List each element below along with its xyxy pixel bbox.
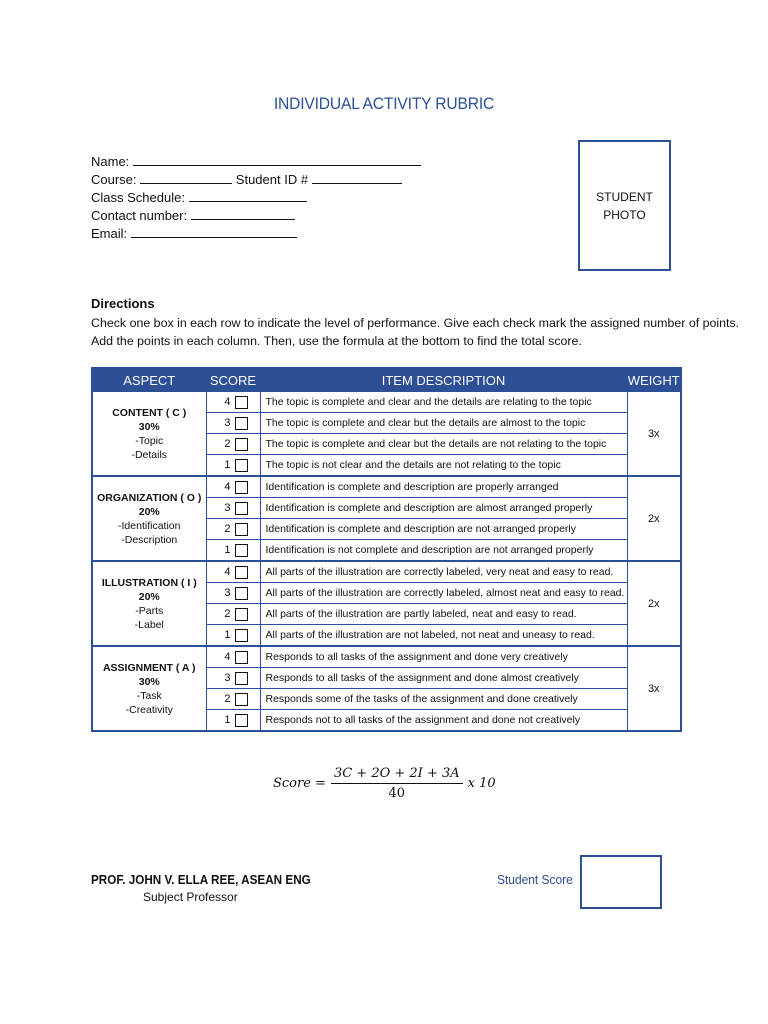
score-checkbox[interactable] (235, 587, 248, 600)
aspect-subitem: -Creativity (125, 703, 173, 716)
aspect-subitem: -Description (121, 533, 178, 546)
aspect-subitem: -Parts (135, 604, 164, 617)
score-value: 3 (224, 587, 231, 599)
item-description: Identification is complete and description are not arranged properly (260, 519, 627, 540)
rubric-row (92, 392, 681, 413)
rubric-row (92, 646, 681, 668)
score-cell (206, 413, 260, 434)
score-cell (206, 668, 260, 689)
rubric-body (92, 392, 681, 732)
weight-cell: 3x (627, 392, 681, 477)
weight-header: WEIGHT (627, 368, 681, 392)
professor-name: PROF. JOHN V. ELLA REE, ASEAN ENG (91, 872, 311, 887)
rubric-header-row (92, 368, 681, 392)
item-description: The topic is complete and clear but the details are almost to the topic (260, 413, 627, 434)
score-cell (206, 625, 260, 647)
score-value: 4 (224, 396, 231, 408)
score-value: 3 (224, 502, 231, 514)
score-value: 1 (224, 544, 231, 556)
item-description: All parts of the illustration are not labeled, not neat and uneasy to read. (260, 625, 627, 647)
student-id-field[interactable] (312, 171, 402, 184)
item-description: All parts of the illustration are correctly labeled, very neat and easy to read. (260, 561, 627, 583)
score-cell (206, 540, 260, 562)
directions-line-2: Add the points in each column. Then, use the formula at the bottom to find the total score. (91, 334, 582, 348)
directions-text (91, 314, 740, 350)
course-row (91, 171, 421, 189)
score-cell (206, 519, 260, 540)
aspect-cell-content-c (92, 392, 206, 477)
rubric-row (92, 476, 681, 498)
item-description: Responds to all tasks of the assignment and done almost creatively (260, 668, 627, 689)
score-value: 1 (224, 714, 231, 726)
score-cell (206, 561, 260, 583)
name-field[interactable] (133, 153, 421, 166)
score-value: 4 (224, 651, 231, 663)
weight-cell: 3x (627, 646, 681, 731)
aspect-cell-assignment-a (92, 646, 206, 731)
score-cell (206, 646, 260, 668)
score-checkbox[interactable] (235, 481, 248, 494)
description-header: ITEM DESCRIPTION (260, 368, 627, 392)
aspect-subitem: -Task (136, 689, 162, 702)
schedule-row (91, 189, 421, 207)
score-value: 2 (224, 438, 231, 450)
formula-numerator: 3C + 2O + 2I + 3A (331, 766, 463, 784)
directions-line-1: Check one box in each row to indicate the level of performance. Give each check mark the assigned number of points. (91, 316, 740, 330)
score-checkbox[interactable] (235, 566, 248, 579)
course-field[interactable] (140, 171, 232, 184)
item-description: Identification is not complete and description are not arranged properly (260, 540, 627, 562)
aspect-name: ILLUSTRATION ( I ) (101, 576, 197, 589)
email-field[interactable] (131, 225, 297, 238)
name-label: Name: (91, 154, 130, 169)
score-cell (206, 604, 260, 625)
score-checkbox[interactable] (235, 608, 248, 621)
aspect-name: ORGANIZATION ( O ) (97, 491, 202, 504)
score-cell (206, 498, 260, 519)
score-checkbox[interactable] (235, 629, 248, 642)
item-description: Identification is complete and description are properly arranged (260, 476, 627, 498)
score-cell (206, 689, 260, 710)
item-description: Responds not to all tasks of the assignment and done not creatively (260, 710, 627, 732)
contact-field[interactable] (191, 207, 295, 220)
aspect-percent: 30% (138, 675, 160, 688)
item-description: All parts of the illustration are partly labeled, neat and easy to read. (260, 604, 627, 625)
schedule-field[interactable] (189, 189, 307, 202)
item-description: The topic is complete and clear and the details are relating to the topic (260, 392, 627, 413)
professor-title: Subject Professor (143, 890, 238, 904)
item-description: Identification is complete and description are almost arranged properly (260, 498, 627, 519)
aspect-percent: 20% (138, 505, 160, 518)
score-checkbox[interactable] (235, 502, 248, 515)
score-cell (206, 455, 260, 477)
item-description: The topic is complete and clear but the details are not relating to the topic (260, 434, 627, 455)
score-checkbox[interactable] (235, 417, 248, 430)
directions-heading: Directions (91, 296, 155, 311)
score-cell (206, 583, 260, 604)
formula-denominator: 40 (388, 785, 406, 801)
score-value: 4 (224, 566, 231, 578)
photo-label-line1: STUDENT (596, 189, 653, 204)
aspect-subitem: -Label (134, 618, 164, 631)
score-value: 4 (224, 481, 231, 493)
formula-lhs: Score = (273, 775, 326, 791)
aspect-percent: 30% (138, 420, 160, 433)
page-title: INDIVIDUAL ACTIVITY RUBRIC (273, 94, 495, 113)
student-score-label: Student Score (497, 872, 573, 887)
score-checkbox[interactable] (235, 651, 248, 664)
score-cell (206, 392, 260, 413)
aspect-header: ASPECT (92, 368, 206, 392)
score-cell (206, 476, 260, 498)
weight-cell: 2x (627, 561, 681, 646)
rubric-table (91, 367, 682, 732)
student-info (91, 153, 421, 243)
aspect-name: ASSIGNMENT ( A ) (102, 661, 196, 674)
score-cell (206, 710, 260, 732)
score-checkbox[interactable] (235, 459, 248, 472)
score-value: 1 (224, 629, 231, 641)
score-value: 3 (224, 672, 231, 684)
contact-label: Contact number: (91, 208, 188, 223)
aspect-subitem: -Topic (135, 434, 164, 447)
aspect-percent: 20% (138, 590, 160, 603)
score-value: 2 (224, 693, 231, 705)
email-row (91, 225, 421, 243)
score-header: SCORE (206, 368, 260, 392)
score-value: 2 (224, 523, 231, 535)
score-cell (206, 434, 260, 455)
rubric-row (92, 561, 681, 583)
score-checkbox[interactable] (235, 544, 248, 557)
score-checkbox[interactable] (235, 714, 248, 727)
formula-multiplier: x 10 (467, 775, 496, 791)
item-description: Responds to all tasks of the assignment and done very creatively (260, 646, 627, 668)
item-description: The topic is not clear and the details are not relating to the topic (260, 455, 627, 477)
weight-cell: 2x (627, 476, 681, 561)
score-checkbox[interactable] (235, 396, 248, 409)
email-label: Email: (91, 226, 128, 241)
name-row (91, 153, 421, 171)
contact-row (91, 207, 421, 225)
score-checkbox[interactable] (235, 672, 248, 685)
aspect-cell-organization-o (92, 476, 206, 561)
item-description: All parts of the illustration are correctly labeled, almost neat and easy to read. (260, 583, 627, 604)
aspect-cell-illustration-i (92, 561, 206, 646)
aspect-subitem: -Details (131, 448, 168, 461)
aspect-name: CONTENT ( C ) (112, 406, 187, 419)
score-value: 2 (224, 608, 231, 620)
score-checkbox[interactable] (235, 693, 248, 706)
item-description: Responds some of the tasks of the assignment and done creatively (260, 689, 627, 710)
score-checkbox[interactable] (235, 438, 248, 451)
student-id-label: Student ID # (235, 172, 309, 187)
schedule-label: Class Schedule: (91, 190, 185, 205)
formula-fraction (331, 766, 463, 801)
student-score-box[interactable] (580, 855, 662, 909)
student-photo-box[interactable] (578, 140, 671, 271)
score-value: 1 (224, 459, 231, 471)
score-formula (273, 763, 496, 803)
course-label: Course: (91, 172, 137, 187)
photo-label-line2: PHOTO (603, 207, 646, 222)
score-value: 3 (224, 417, 231, 429)
score-checkbox[interactable] (235, 523, 248, 536)
aspect-subitem: -Identification (118, 519, 181, 532)
